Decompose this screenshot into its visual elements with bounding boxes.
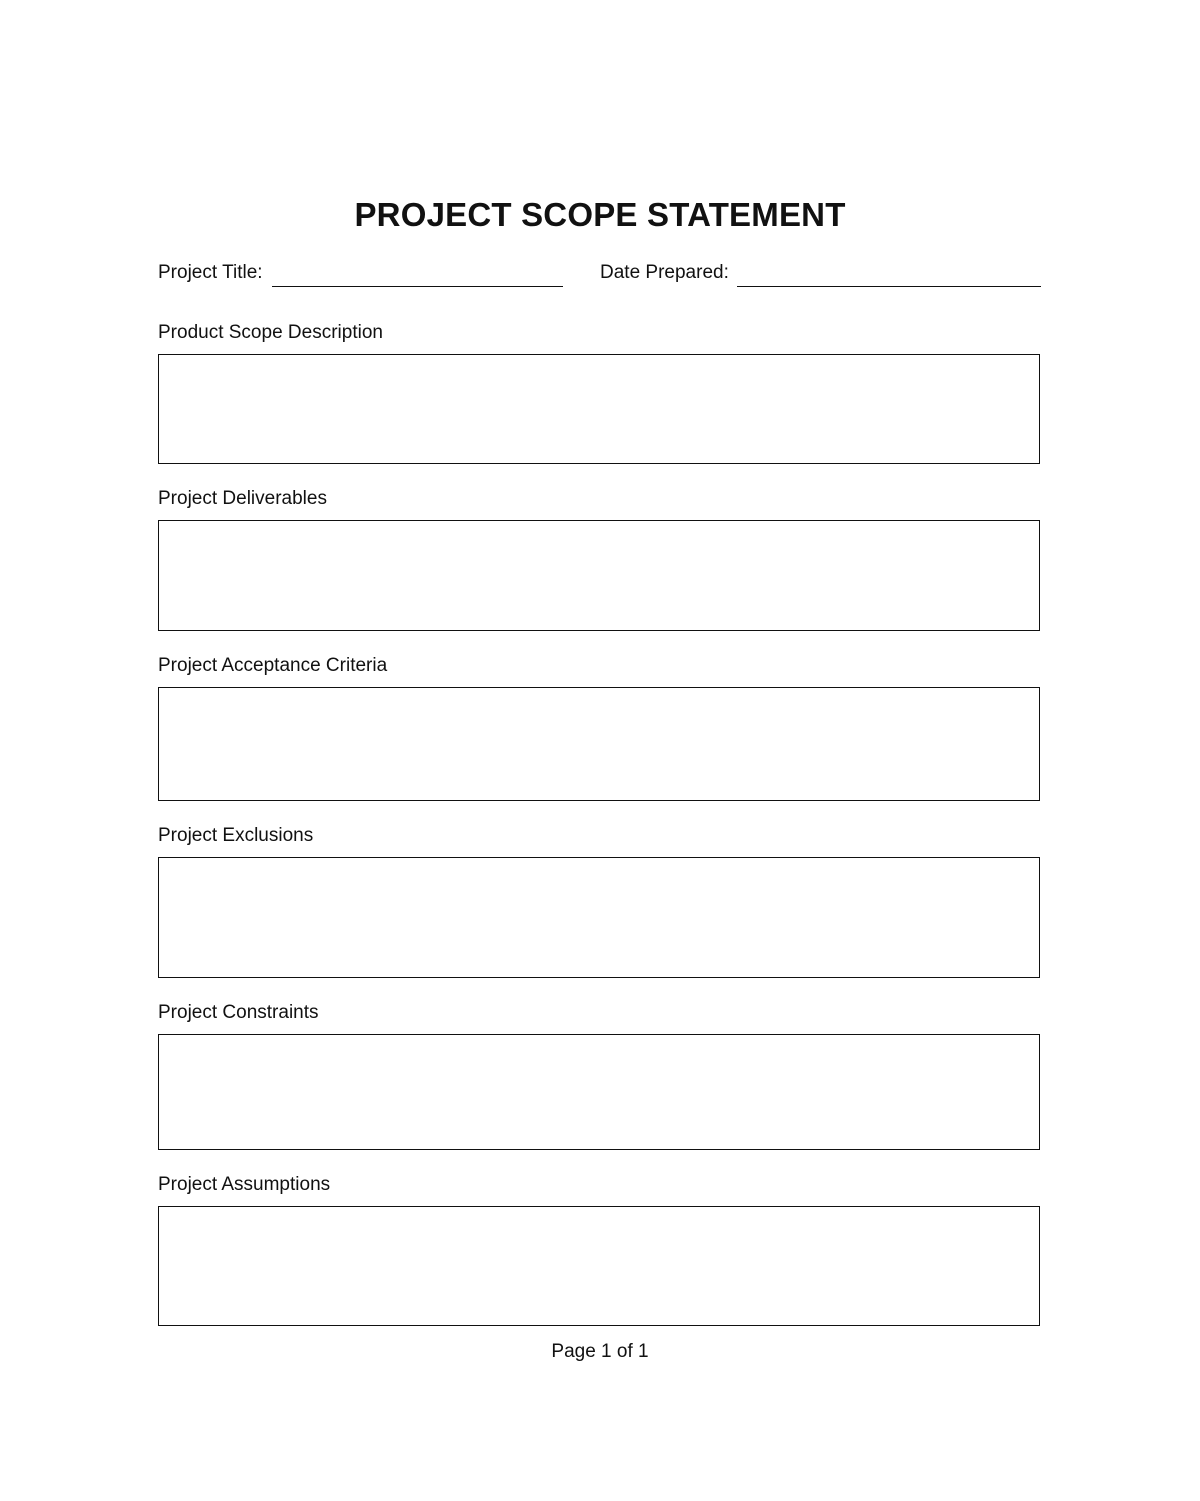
section-label-product-scope-description: Product Scope Description	[158, 322, 383, 343]
project-deliverables-box[interactable]	[158, 520, 1040, 631]
product-scope-description-box[interactable]	[158, 354, 1040, 464]
section-label-project-constraints: Project Constraints	[158, 1002, 319, 1023]
project-assumptions-box[interactable]	[158, 1206, 1040, 1326]
section-label-project-assumptions: Project Assumptions	[158, 1174, 331, 1195]
section-label-project-exclusions: Project Exclusions	[158, 825, 314, 846]
project-title-label: Project Title:	[158, 262, 263, 283]
section-label-project-acceptance-criteria: Project Acceptance Criteria	[158, 655, 388, 676]
project-constraints-box[interactable]	[158, 1034, 1040, 1150]
page-footer: Page 1 of 1	[551, 1341, 649, 1362]
section-label-project-deliverables: Project Deliverables	[158, 488, 327, 509]
project-exclusions-box[interactable]	[158, 857, 1040, 978]
page-title: PROJECT SCOPE STATEMENT	[354, 196, 846, 233]
date-prepared-label: Date Prepared:	[600, 262, 729, 283]
project-title-field[interactable]	[272, 286, 563, 287]
date-prepared-field[interactable]	[737, 286, 1041, 287]
project-acceptance-criteria-box[interactable]	[158, 687, 1040, 801]
